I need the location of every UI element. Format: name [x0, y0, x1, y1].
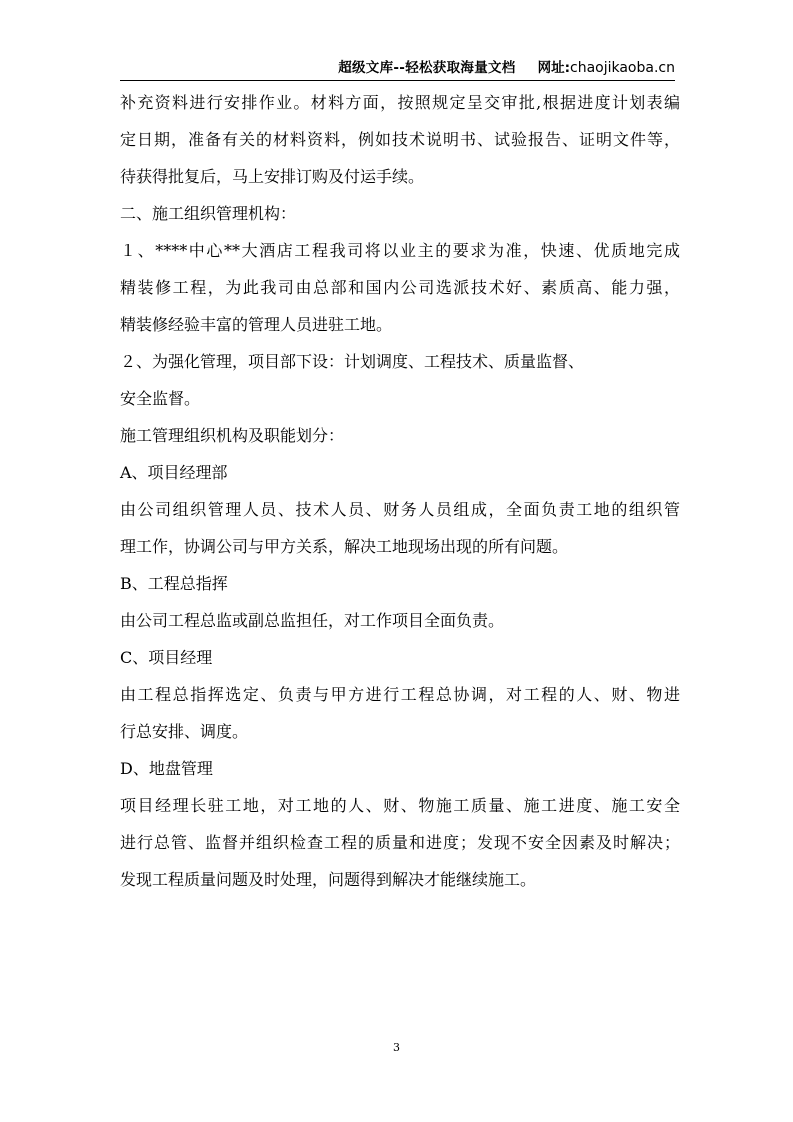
- paragraph-line: 由公司工程总监或副总监担任，对工作项目全面负责。: [120, 611, 505, 630]
- paragraph-line: 由工程总指挥选定、负责与甲方进行工程总协调，对工程的人、财、物进: [120, 685, 680, 704]
- paragraph-line: 行总安排、调度。: [120, 722, 249, 741]
- page-number: 3: [393, 1041, 400, 1054]
- paragraph-line: 理工作，协调公司与甲方关系，解决工地现场出现的所有问题。: [120, 537, 569, 556]
- paragraph-line: 进行总管、监督并组织检查工程的质量和进度；发现不安全因素及时解决；: [120, 833, 680, 852]
- page-header: [120, 58, 675, 78]
- item-heading-d: D、地盘管理: [120, 759, 213, 778]
- item-heading-a: A、项目经理部: [120, 463, 228, 482]
- header-divider: [120, 80, 675, 81]
- item-heading-c: C、项目经理: [120, 648, 213, 667]
- paragraph-line: 待获得批复后，马上安排订购及付运手续。: [120, 167, 425, 186]
- paragraph-line: 项目经理长驻工地，对工地的人、财、物施工质量、施工进度、施工安全: [120, 796, 680, 815]
- section-heading: 二、施工组织管理机构：: [120, 204, 297, 223]
- document-body: [120, 84, 680, 898]
- header-url-label: 网址:: [537, 60, 570, 76]
- paragraph-line: ２、为强化管理，项目部下设：计划调度、工程技术、质量监督、: [120, 352, 585, 371]
- paragraph-line: 发现工程质量问题及时处理，问题得到解决才能继续施工。: [120, 870, 537, 889]
- paragraph-line: 由公司组织管理人员、技术人员、财务人员组成，全面负责工地的组织管: [120, 500, 680, 519]
- paragraph-line: 定日期，准备有关的材料资料，例如技术说明书、试验报告、证明文件等，: [120, 130, 680, 149]
- item-heading-b: B、工程总指挥: [120, 574, 228, 593]
- paragraph-line: 补充资料进行安排作业。材料方面，按照规定呈交审批,根据进度计划表编: [120, 93, 680, 112]
- paragraph-line: １、****中心**大酒店工程我司将以业主的要求为准，快速、优质地完成: [120, 241, 680, 260]
- paragraph-line: 精装修工程，为此我司由总部和国内公司选派技术好、素质高、能力强，: [120, 278, 680, 297]
- subsection-heading: 施工管理组织机构及职能划分：: [120, 426, 345, 445]
- paragraph-line: 安全监督。: [120, 389, 201, 408]
- header-url[interactable]: chaojikaoba.cn: [570, 60, 675, 76]
- header-site-name: 超级文库--轻松获取海量文档: [338, 60, 516, 76]
- paragraph-line: 精装修经验丰富的管理人员进驻工地。: [120, 315, 393, 334]
